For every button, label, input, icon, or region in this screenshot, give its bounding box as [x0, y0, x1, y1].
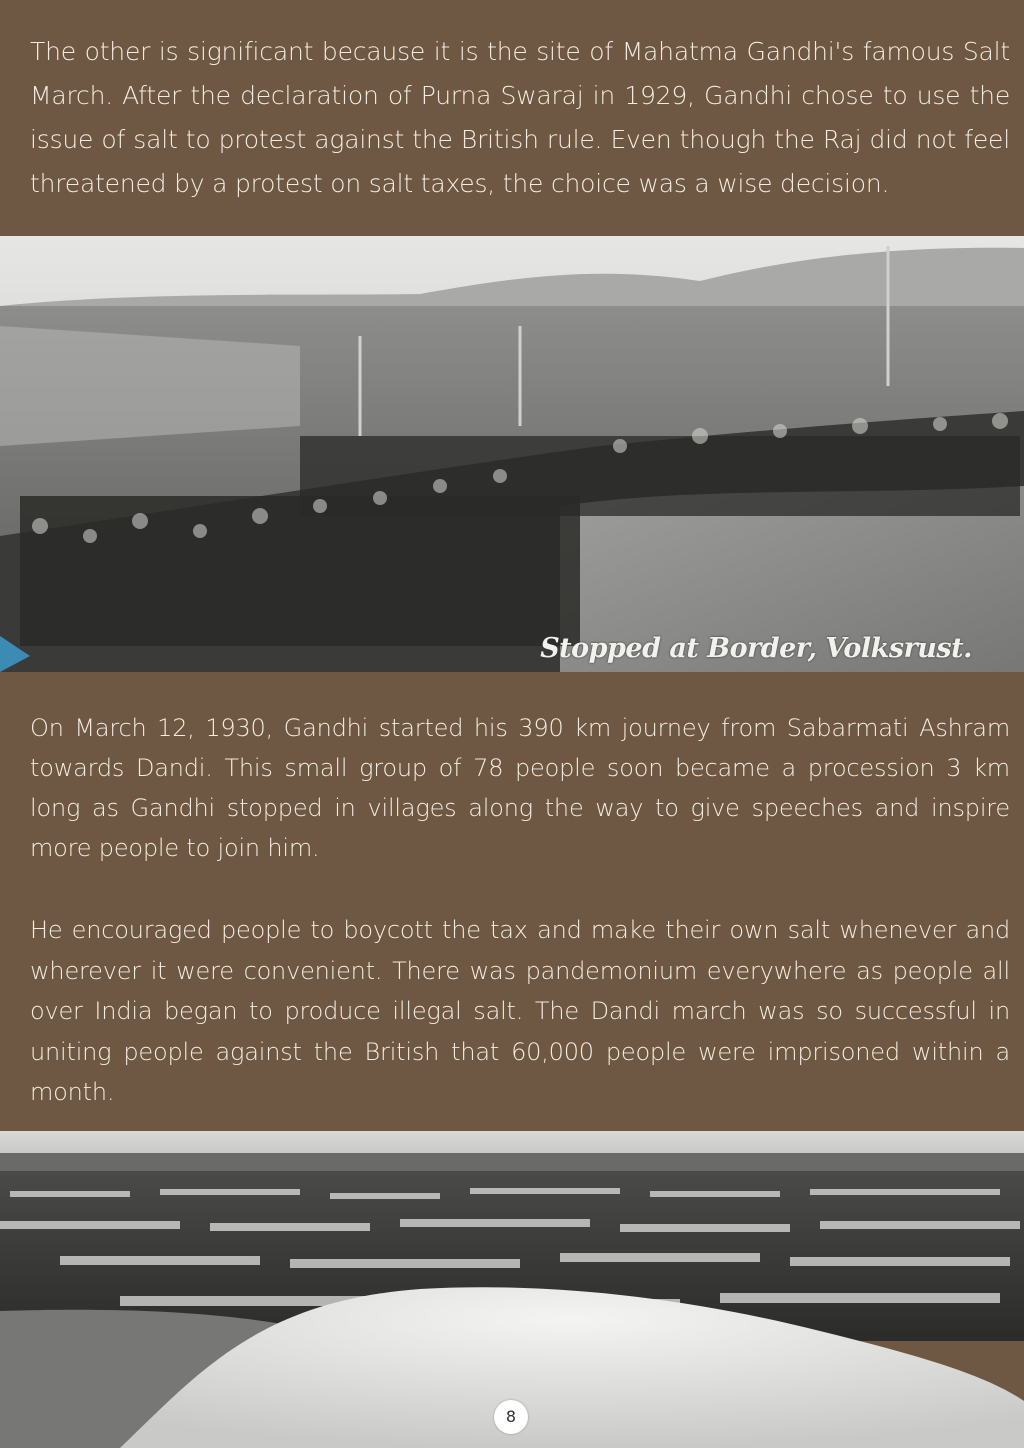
intro-text-block [30, 30, 1010, 206]
salt-march-photo-image [0, 236, 1024, 672]
body-paragraph-2: He encouraged people to boycott the tax and make their own salt whenever and wherever it were convenient. There was pandemonium everywhere as people all over India began to produce illegal salt. The Dandi march was so successful in uniting people against the British that 60,000 people were imprisoned within a month. [30, 916, 1010, 1106]
page-number-badge: 8 [494, 1400, 528, 1434]
body-text-block-2 [30, 910, 1010, 1113]
photo-caption: Stopped at Border, Volksrust. [540, 633, 972, 664]
body-paragraph-1: On March 12, 1930, Gandhi started his 390 km journey from Sabarmati Ashram towards Dandi. This small group of 78 people soon became a procession 3 km long as Gandhi stopped in villages along the way to give speeches and inspire more people to join him. [30, 714, 1010, 862]
salt-march-photo [0, 236, 1024, 672]
intro-paragraph: The other is significant because it is the site of Mahatma Gandhi's famous Salt March. After the declaration of Purna Swaraj in 1929, Gandhi chose to use the issue of salt to protest against the British rule. Even though the Raj did not feel threatened by a protest on salt taxes, the choice was a wise decision. [30, 37, 1010, 198]
body-text-block-1 [30, 708, 1010, 868]
